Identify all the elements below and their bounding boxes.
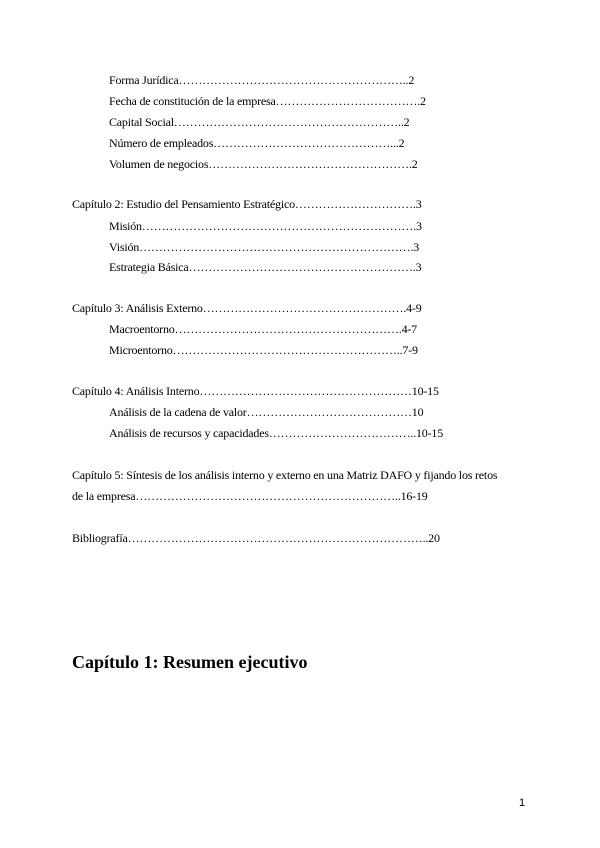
toc-entry-fecha-constitucion: Fecha de constitución de la empresa……………………………….2 — [109, 94, 426, 108]
toc-entry-mision: Misión…………………………………………………………….3 — [109, 219, 422, 233]
toc-entry-capitulo-2: Capítulo 2: Estudio del Pensamiento Estratégico………………………….3 — [72, 197, 422, 211]
toc-entry-numero-empleados: Número de empleados………………………………………...2 — [109, 136, 405, 150]
page-number: 1 — [519, 797, 526, 809]
toc-entry-recursos-capacidades: Análisis de recursos y capacidades………………………………..10-15 — [109, 426, 444, 440]
toc-entry-vision: Visión…………………………………………………………….3 — [109, 240, 420, 254]
toc-entry-volumen-negocios: Volumen de negocios…………………………………………….2 — [109, 157, 418, 171]
toc-entry-bibliografia: Bibliografía…………………………………………………………………..20 — [72, 531, 440, 545]
toc-entry-estrategia-basica: Estrategia Básica………………………………………………….3 — [109, 260, 422, 274]
toc-entry-capitulo-5: Capítulo 5: Síntesis de los análisis interno y externo en una Matriz DAFO y fijando los retos — [72, 468, 498, 482]
toc-entry-macroentorno: Macroentorno………………………………………………….4-7 — [109, 322, 417, 336]
toc-entry-capital-social: Capital Social…………………………………………………..2 — [109, 115, 410, 129]
toc-entry-forma-juridica: Forma Jurídica…………………………………………………..2 — [109, 73, 415, 87]
toc-entry-cadena-valor: Análisis de la cadena de valor……………………………………10 — [109, 405, 424, 419]
toc-entry-capitulo-4: Capítulo 4: Análisis Interno………………………………………………10-15 — [72, 384, 439, 398]
toc-entry-microentorno: Microentorno…………………………………………………..7-9 — [109, 343, 418, 357]
chapter-heading: Capítulo 1: Resumen ejecutivo — [72, 652, 308, 672]
toc-entry-capitulo-3: Capítulo 3: Análisis Externo…………………………………………….4-9 — [72, 301, 422, 315]
toc-entry-capitulo-5-cont: de la empresa…………………………………………………………..16-19 — [72, 489, 428, 503]
